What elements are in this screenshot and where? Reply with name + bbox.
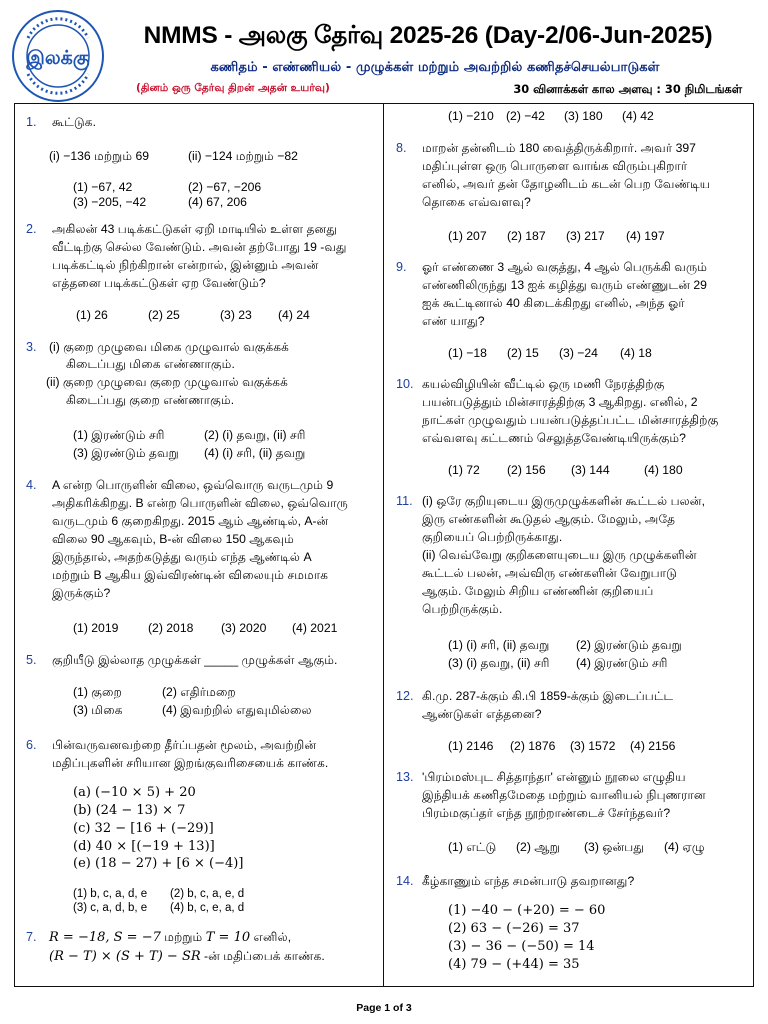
question-text: அகிலன் 43 படிக்கட்டுகள் ஏறி மாடியில் உள்ள தனது வீட்டிற்கு செல்ல வேண்டும். அவன் தற்போது 19 -வது படிக்கட்டில் நிற்கிறான் என்றால், இன்னும் அவன் எத்தனை படிக்கட்டுகள் ஏற வேண்டும்? (52, 222, 347, 290)
question-number: 9. (396, 260, 407, 274)
option-4[interactable]: (4) 180 (644, 463, 683, 477)
statement-ii: (ii) குறை முழுவை குறை முழுவால் வகுக்கக் (46, 375, 288, 389)
option-2[interactable]: (2) 25 (148, 308, 180, 322)
option-1[interactable]: (1) 2146 (448, 739, 494, 753)
part-i: (i) −136 மற்றும் 69 (49, 149, 150, 163)
option-2[interactable]: (2) −67, −206 (188, 180, 262, 194)
statement-i-cont: கிடைப்பது மிகை எண்ணாகும். (66, 357, 235, 371)
question-text: பின்வருவனவற்றை தீர்ப்பதன் மூலம், அவற்றின் மதிப்புகளின் சரியான இறங்குவரிசையைக் காண்க. (52, 738, 329, 770)
option-2[interactable]: (2) 15 (507, 346, 539, 360)
option-2[interactable]: (2) எதிர்மறை (162, 685, 236, 699)
question-number: 7. (26, 930, 37, 944)
option-2[interactable]: (2) −42 (506, 109, 545, 123)
expression-a: (a) (−10 × 5) + 20 (73, 785, 196, 800)
logo-text: இலக்கு (26, 47, 90, 69)
option-1[interactable]: (1) −67, 42 (73, 180, 133, 194)
question-5 (26, 651, 376, 717)
tagline: (தினம் ஒரு தேர்வு திறன் அதன் உயர்வு) (136, 82, 330, 94)
question-14 (396, 872, 752, 972)
column-divider (383, 103, 384, 987)
question-2 (26, 220, 376, 322)
question-9 (396, 258, 752, 360)
expression-e: (e) (18 − 27) + [6 × (−4)] (73, 856, 244, 871)
connector-text: மற்றும் (160, 930, 206, 944)
question-8 (396, 139, 752, 243)
page-footer: Page 1 of 3 (356, 1002, 412, 1014)
option-4[interactable]: (4) 2156 (630, 739, 676, 753)
option-4[interactable]: (4) 67, 206 (188, 195, 247, 209)
option-3[interactable]: (3) மிகை (73, 703, 123, 717)
question-number: 11. (396, 494, 413, 508)
option-3[interactable]: (3) (i) தவறு, (ii) சரி (448, 656, 550, 670)
question-number: 12. (396, 689, 414, 703)
question-4 (26, 476, 376, 635)
question-text: கீழ்காணும் எந்த சமன்பாடு தவறானது? (422, 874, 635, 888)
question-13 (396, 768, 752, 854)
question-10 (396, 375, 752, 477)
option-1[interactable]: (1) −18 (448, 346, 487, 360)
question-text: 'பிரம்மஸ்புட சித்தாந்தா' என்னும் நூலை எழுதிய இந்தியக் கணிதமேதை மற்றும் வானியல் நிபுணரான பிரம்மகுப்தர் எந்த நூற்றாண்டைச் சேர்ந்தவர்? (422, 770, 706, 820)
question-text: கூட்டுக. (52, 115, 96, 129)
option-4[interactable]: (4) இவற்றில் எதுவுமில்லை (162, 703, 312, 717)
option-1[interactable]: (1) −40 − (+20) = − 60 (448, 903, 606, 918)
question-number: 13. (396, 770, 414, 784)
question-text: குறியீடு இல்லாத முழுக்கள் _____ முழுக்கள் ஆகும். (52, 653, 338, 667)
question-text-line2 (49, 947, 325, 966)
expression: (R − T) × (S + T) − SR (49, 949, 201, 964)
question-number: 10. (396, 377, 414, 391)
question-number: 14. (396, 874, 414, 888)
part-ii: (ii) −124 மற்றும் −82 (188, 149, 298, 163)
option-2[interactable]: (2) 2018 (148, 621, 194, 635)
option-3[interactable]: (3) −24 (559, 346, 598, 360)
statement-i: (i) குறை முழுவை மிகை முழுவால் வகுக்கக் (49, 340, 289, 354)
option-1[interactable]: (1) −210 (448, 109, 494, 123)
option-3[interactable]: (3) ஒன்பது (584, 840, 644, 854)
option-3[interactable]: (3) 23 (220, 308, 252, 322)
option-2[interactable]: (2) 63 − (−26) = 37 (448, 921, 580, 936)
option-2[interactable]: (2) இரண்டும் தவறு (576, 638, 682, 652)
question-6 (26, 736, 376, 914)
page-title: NMMS - அலகு தேர்வு 2025-26 (Day-2/06-Jun-2025) (143, 22, 713, 49)
institute-logo (10, 8, 106, 104)
question-number: 2. (26, 222, 37, 236)
option-1[interactable]: (1) (i) சரி, (ii) தவறு (448, 638, 550, 652)
question-number: 1. (26, 115, 37, 129)
option-4[interactable]: (4) ஏழு (664, 840, 705, 854)
question-text: A என்ற பொருளின் விலை, ஒவ்வொரு வருடமும் 9 அதிகரிக்கிறது. B என்ற பொருளின் விலை, ஒவ்வொரு வருடமும் 6 குறைகிறது. 2015 ஆம் ஆண்டில், A-ன் விலை 90 ஆகவும், B-ன் விலை 150 ஆகவும் இருந்தால், அதற்கடுத்து வரும் எந்த ஆண்டில் A மற்றும் B ஆகிய இவ்விரண்டின் விலையும் சமமாக இருக்கும்? (52, 478, 348, 600)
given-value-t: T = 10 (205, 930, 251, 945)
question-text: கி.மு. 287-க்கும் கி.பி 1859-க்கும் இடைப்பட்ட ஆண்டுகள் எத்தனை? (422, 689, 674, 721)
option-3[interactable]: (3) 180 (564, 109, 603, 123)
instruction-text: -ன் மதிப்பைக் காண்க. (200, 949, 325, 963)
option-3[interactable]: (3) − 36 − (−50) = 14 (448, 939, 595, 954)
expression-c: (c) 32 − [16 + (−29)] (73, 821, 214, 836)
option-4[interactable]: (4) இரண்டும் சரி (576, 656, 668, 670)
question-12 (396, 687, 752, 753)
option-2[interactable]: (2) 1876 (510, 739, 556, 753)
option-1[interactable]: (1) 72 (448, 463, 480, 477)
option-1[interactable]: (1) இரண்டும் சரி (73, 428, 165, 442)
option-1[interactable]: (1) எட்டு (448, 840, 497, 854)
question-text: ஓர் எண்ணை 3 ஆல் வகுத்து, 4 ஆல் பெருக்கி வரும் எண்ணிலிருந்து 13 ஐக் கழித்து வரும் எண்ணுடன் 29 ஐக் கூட்டினால் 40 கிடைக்கிறது எனில், அந்த ஓர் எண் யாது? (422, 260, 708, 328)
given-values: R = −18, S = −7 (49, 930, 161, 945)
question-1 (26, 113, 376, 209)
option-3[interactable]: (3) 1572 (570, 739, 616, 753)
question-text-line1 (49, 928, 291, 947)
option-4[interactable]: (4) 2021 (292, 621, 338, 635)
option-2[interactable]: (2) (i) தவறு, (ii) சரி (204, 428, 306, 442)
option-2[interactable]: (2) 156 (507, 463, 546, 477)
option-4[interactable]: (4) b, c, e, a, d (170, 902, 245, 914)
option-1[interactable]: (1) 207 (448, 229, 487, 243)
option-3[interactable]: (3) 144 (571, 463, 610, 477)
statement-ii: (ii) வெவ்வேறு குறிகளையுடைய இரு முழுக்களின் கூட்டல் பலன், அவ்விரு எண்களின் வேறுபாடு ஆகும். மேலும் சிறிய எண்ணின் குறியைப் பெற்றிருக்கும். (422, 548, 697, 616)
option-2[interactable]: (2) b, c, a, e, d (170, 888, 245, 900)
question-text: கயல்விழியின் வீட்டில் ஒரு மணி நேரத்திற்கு பயன்படுத்தும் மின்சாரத்திற்கு 3 ஆகிறது. எனில், 2 நாட்கள் முழுவதும் பயன்படுத்தப்பட்ட மின்சாரத்திற்கு எவ்வளவு கட்டணம் செலுத்தவேண்டியிருக்கும்? (422, 377, 719, 445)
option-4[interactable]: (4) 197 (626, 229, 665, 243)
option-1[interactable]: (1) 2019 (73, 621, 119, 635)
option-3[interactable]: (3) −205, −42 (73, 195, 147, 209)
question-number: 6. (26, 738, 37, 752)
question-number: 8. (396, 141, 407, 155)
exam-meta: 30 வினாக்கள் கால அளவு : 30 நிமிடங்கள் (513, 82, 742, 96)
option-2[interactable]: (2) 187 (507, 229, 546, 243)
page-subtitle: கணிதம் - எண்ணியல் - முழுக்கள் மற்றும் அவற்றில் கணிதச்செயல்பாடுகள் (210, 60, 660, 75)
option-2[interactable]: (2) ஆறு (516, 840, 560, 854)
option-4[interactable]: (4) 79 − (+44) = 35 (448, 957, 580, 972)
option-4[interactable]: (4) 18 (620, 346, 652, 360)
option-3[interactable]: (3) c, a, d, b, e (73, 902, 148, 914)
expression-b: (b) (24 − 13) × 7 (73, 803, 186, 818)
connector-text-end: எனில், (250, 930, 292, 944)
option-1[interactable]: (1) 26 (76, 308, 108, 322)
question-number: 3. (26, 340, 37, 354)
question-number: 5. (26, 653, 37, 667)
option-4[interactable]: (4) 24 (278, 308, 310, 322)
option-3[interactable]: (3) இரண்டும் தவறு (73, 446, 179, 460)
option-3[interactable]: (3) 2020 (221, 621, 267, 635)
option-4[interactable]: (4) 42 (622, 109, 654, 123)
statement-i: (i) ஒரே குறியுடைய இருமுழுக்களின் கூட்டல் பலன், இரு எண்களின் கூடுதல் ஆகும். மேலும், அதே குறியைப் பெற்றிருக்காது. (422, 494, 706, 544)
option-3[interactable]: (3) 217 (566, 229, 605, 243)
question-number: 4. (26, 478, 37, 492)
question-11 (396, 492, 752, 670)
option-4[interactable]: (4) (i) சரி, (ii) தவறு (204, 446, 306, 460)
question-text: மாறன் தன்னிடம் 180 வைத்திருக்கிறார். அவர் 397 மதிப்புள்ள ஒரு பொருளை வாங்க விரும்புகிறார் எனில், அவர் தன் தோழனிடம் கடன் பெற வேண்டிய தொகை எவ்வளவு? (422, 141, 711, 209)
option-1[interactable]: (1) குறை (73, 685, 122, 699)
option-1[interactable]: (1) b, c, a, d, e (73, 888, 148, 900)
statement-ii-cont: கிடைப்பது குறை எண்ணாகும். (66, 393, 235, 407)
expression-d: (d) 40 × [(−19 + 13)] (73, 839, 215, 854)
